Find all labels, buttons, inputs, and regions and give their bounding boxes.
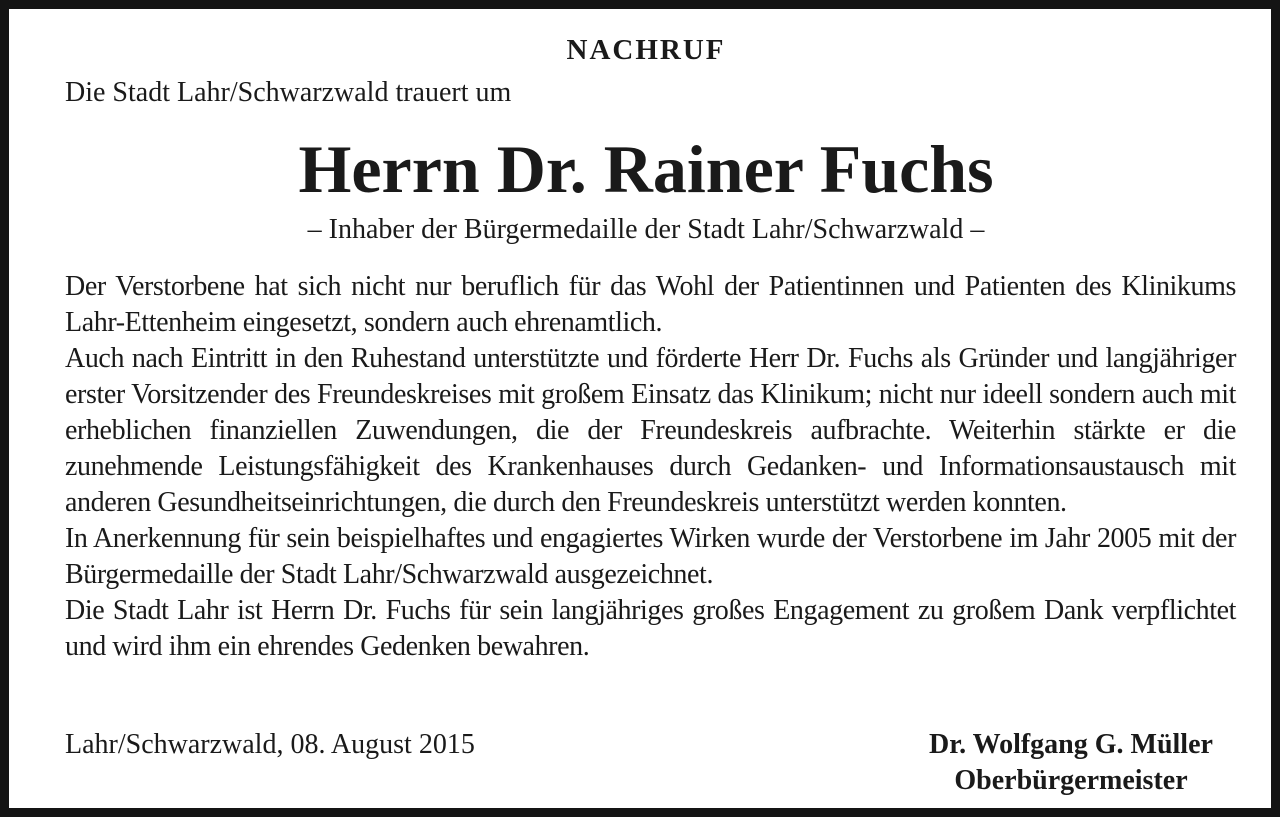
signatory-name: Dr. Wolfgang G. Müller	[929, 729, 1213, 760]
notice-content	[56, 27, 1236, 807]
distinction-line: – Inhaber der Bürgermedaille der Stadt Lahr/Schwarzwald –	[307, 214, 985, 245]
notice-footer	[65, 727, 1236, 807]
body-paragraph: Der Verstorbene hat sich nicht nur beruflich für das Wohl der Patientinnen und Patienten des Klinikums Lahr-Ettenheim eingesetzt, sondern auch ehrenamtlich.	[65, 271, 1236, 338]
signature-block	[906, 727, 1236, 799]
deceased-name: Herrn Dr. Rainer Fuchs	[298, 131, 994, 207]
notice-body	[56, 249, 1236, 665]
notice-heading: NACHRUF	[566, 34, 726, 66]
body-paragraph: Auch nach Eintritt in den Ruhestand unterstützte und förderte Herr Dr. Fuchs als Gründer und langjähriger erster Vorsitzender des Freundeskreises mit großem Einsatz das Klinikum; nicht nur ideell sondern auch mit erheblichen finanziellen Zuwendungen, die der Freundeskreis aufbrachte. Weiterhin stärkte er die zunehmende Leistungsfähigkeit des Krankenhauses durch Gedanken- und Informationsaustausch mit anderen Gesundheitseinrichtungen, die durch den Freundeskreis unterstützt werden konnten.	[65, 343, 1236, 518]
place-and-date: Lahr/Schwarzwald, 08. August 2015	[65, 729, 475, 760]
body-paragraph: Die Stadt Lahr ist Herrn Dr. Fuchs für sein langjähriges großes Engagement zu großem Dank verpflichtet und wird ihm ein ehrendes Gedenken bewahren.	[65, 595, 1236, 662]
intro-line: Die Stadt Lahr/Schwarzwald trauert um	[65, 77, 512, 108]
signatory-title: Oberbürgermeister	[954, 765, 1188, 796]
body-paragraph: In Anerkennung für sein beispielhaftes und engagiertes Wirken wurde der Verstorbene im Jahr 2005 mit der Bürgermedaille der Stadt Lahr/Schwarzwald ausgezeichnet.	[65, 523, 1236, 590]
